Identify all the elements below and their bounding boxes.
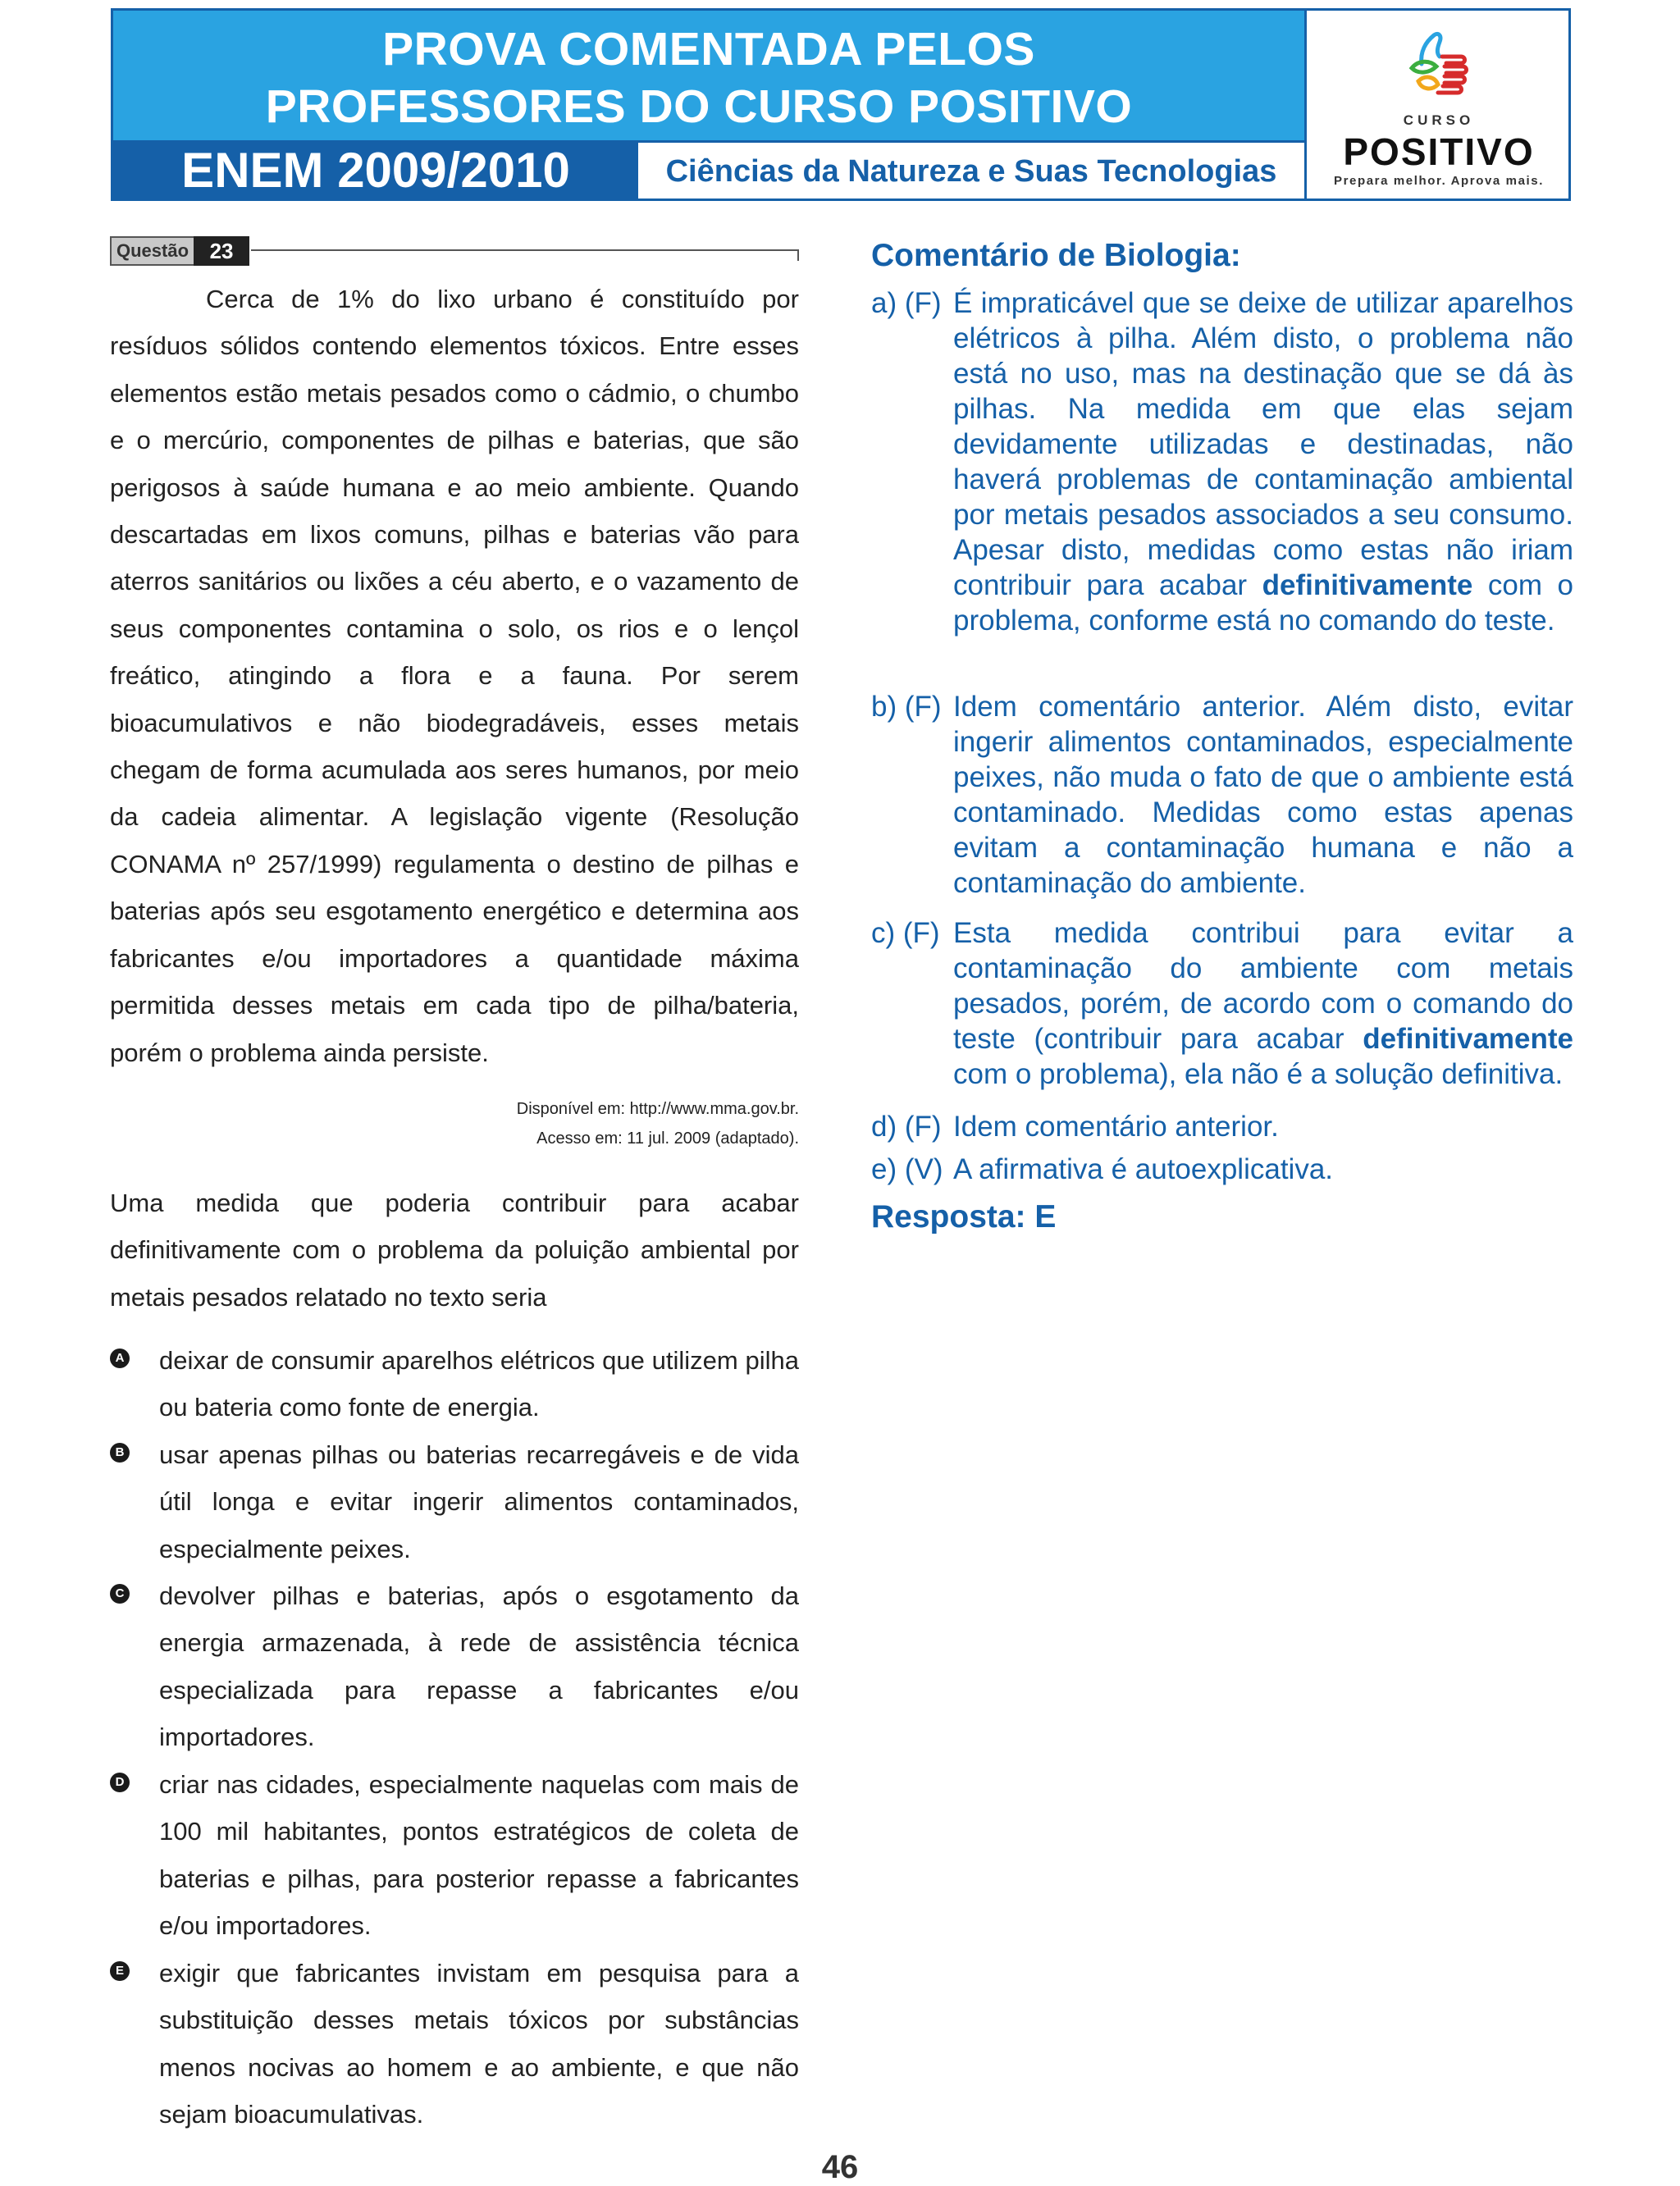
commentary-text [953,689,1573,901]
source-citation [110,1094,799,1153]
commentary-text [953,915,1573,1092]
commentary-item-d [871,1109,1573,1144]
header-title-line-1: PROVA COMENTADA PELOS [382,23,1035,75]
commentary-text-part: Idem comentário anterior. Além disto, evitar ingerir alimentos contaminados, especialmente peixes, não muda o fato de que o ambiente está contaminado. Medidas como estas apenas evitam a contaminação humana e não a contaminação do ambiente. [953,691,1573,899]
option-text: criar nas cidades, especialmente naquelas com mais de 100 mil habitantes, pontos estratégicos de coleta de baterias e pilhas, para posterior repasse a fabricantes e/ou importadores. [159,1770,799,1941]
option-text: deixar de consumir aparelhos elétricos que utilizem pilha ou bateria como fonte de energia. [159,1346,799,1422]
option-letter-badge: E [110,1961,130,1981]
question-prompt: Uma medida que poderia contribuir para acabar definitivamente com o problema da poluição ambiental por metais pesados relatado no texto seria [110,1189,799,1312]
commentary-text [953,285,1573,638]
option-text: exigir que fabricantes invistam em pesquisa para a substituição desses metais tóxicos por substâncias menos nocivas ao homem e ao ambiente, e que não sejam bioacumulativas. [159,1959,799,2129]
title-band [113,11,1304,140]
commentary-text [953,1109,1573,1144]
source-access-date: Acesso em: 11 jul. 2009 (adaptado). [536,1130,799,1148]
answer-option-e [110,1950,799,2138]
page-header [111,8,1571,201]
thumbs-up-logo-icon [1397,27,1479,109]
logo-brand-text: POSITIVO [1343,130,1535,173]
option-letter-badge: B [110,1443,130,1463]
commentary-text-part: com o problema, conforme está no comando do teste. [953,569,1573,637]
commentary-text-part: É impraticável que se deixe de utilizar aparelhos elétricos à pilha. Além disto, o problema não está no uso, mas na destinação que se dá às pilhas. Na medida em que elas sejam devidamente utilizadas e destinadas, não haverá problemas de contaminação ambiental por metais pesados associados a seu consumo. Apesar disto, medidas como estas não iriam contribuir para acabar [953,287,1573,601]
answer-option-c [110,1572,799,1761]
commentary-text-part: Esta medida contribui para evitar a contaminação do ambiente com metais pesados, porém, de acordo com o comando do teste (contribuir para acabar [953,917,1573,1055]
option-letter-badge: A [110,1349,130,1368]
commentary-item-a [871,285,1573,638]
commentary-text [953,1152,1573,1187]
option-letter-badge: D [110,1773,130,1792]
answer-option-d [110,1761,799,1950]
subject-area: Ciências da Natureza e Suas Tecnologias [638,140,1304,201]
answer-key: Resposta: E [871,1199,1057,1234]
commentary-text-part: A afirmativa é autoexplicativa. [953,1153,1334,1185]
commentary-label: b) (F) [871,691,942,723]
question-number: 23 [194,236,249,266]
curso-positivo-logo [1304,11,1568,199]
page-number: 46 [821,2149,859,2185]
source-url: Disponível em: http://www.mma.gov.br. [516,1100,799,1118]
exam-name: ENEM 2009/2010 [113,140,638,201]
header-title-line-2: PROFESSORES DO CURSO POSITIVO [265,80,1133,133]
question-stem: Cerca de 1% do lixo urbano é constituído por resíduos sólidos contendo elementos tóxicos. Entre esses elementos estão metais pesados como o cádmio, o chumbo e o mercúrio, componentes de pilhas e baterias, que são perigosos à saúde humana e ao meio ambiente. Quando descartadas em lixos comuns, pilhas e baterias vão para aterros sanitários ou lixões a céu aberto, e o vazamento de seus componentes contamina o solo, os rios e o lençol freático, atingindo a flora e a fauna. Por serem bioacumulativos e não biodegradáveis, esses metais chegam de forma acumulada aos seres humanos, por meio da cadeia alimentar. A legislação vigente (Resolução CONAMA nº 257/1999) regulamenta o destino de pilhas e baterias após seu esgotamento energético e determina aos fabricantes e/ou importadores a quantidade máxima permitida desses metais em cada tipo de pilha/bateria, porém o problema ainda persiste. [110,285,799,1067]
commentary-emphasis: definitivamente [1262,569,1473,601]
option-letter-badge: C [110,1584,130,1604]
commentary-title: Comentário de Biologia: [871,238,1241,273]
commentary-label: e) (V) [871,1153,943,1185]
commentary-text-part: Idem comentário anterior. [953,1111,1279,1143]
logo-tagline: Prepara melhor. Aprova mais. [1333,174,1544,188]
commentary-item-c [871,915,1573,1092]
answer-option-a [110,1337,799,1431]
commentary-label: a) (F) [871,287,942,319]
question-rule [251,249,799,261]
option-text: usar apenas pilhas ou baterias recarregáveis e de vida útil longa e evitar ingerir alimentos contaminados, especialmente peixes. [159,1440,799,1563]
question-label: Questão [110,236,194,266]
commentary-text-part: com o problema), ela não é a solução definitiva. [953,1058,1564,1090]
question-tab [110,236,249,266]
commentary-item-e [871,1152,1573,1187]
commentary-emphasis: definitivamente [1363,1023,1573,1055]
logo-curso-text: CURSO [1403,112,1475,128]
commentary-item-b [871,689,1573,901]
option-text: devolver pilhas e baterias, após o esgotamento da energia armazenada, à rede de assistência técnica especializada para repasse a fabricantes e/ou importadores. [159,1581,799,1752]
commentary-label: c) (F) [871,917,940,949]
commentary-label: d) (F) [871,1111,942,1143]
answer-option-b [110,1431,799,1572]
